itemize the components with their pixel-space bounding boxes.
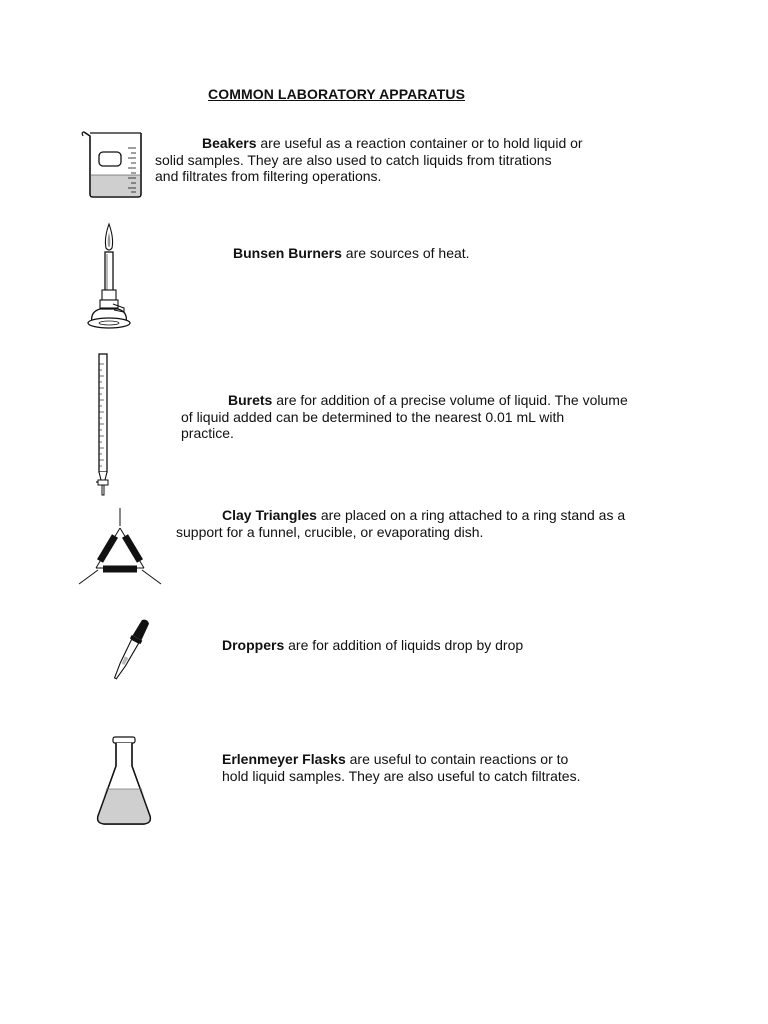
item-name: Clay Triangles bbox=[222, 507, 317, 523]
beakers-description: Beakers are useful as a reaction container or to hold liquid or solid samples. They are also used to catch liquids from titrations and filtrates from filtering operations. bbox=[155, 135, 583, 184]
item-name: Bunsen Burners bbox=[233, 245, 342, 261]
clay-triangles-description: Clay Triangles are placed on a ring attached to a ring stand as a support for a funnel, crucible, or evaporating dish. bbox=[176, 507, 626, 540]
dropper-icon bbox=[104, 614, 156, 688]
item-name: Droppers bbox=[222, 637, 285, 653]
item-name: Beakers bbox=[202, 135, 257, 151]
droppers-description: Droppers are for addition of liquids drop by drop bbox=[222, 637, 524, 653]
clay-triangle-icon bbox=[76, 506, 164, 588]
erlenmeyer-flasks-description: Erlenmeyer Flasks are useful to contain reactions or to hold liquid samples. They are also useful to catch filtrates. bbox=[222, 751, 581, 784]
beaker-icon bbox=[80, 128, 148, 200]
buret-icon bbox=[94, 352, 112, 498]
item-name: Erlenmeyer Flasks bbox=[222, 751, 346, 767]
bunsen-burners-description: Bunsen Burners are sources of heat. bbox=[233, 245, 470, 261]
page-title: COMMON LABORATORY APPARATUS bbox=[208, 86, 466, 102]
bunsen-burner-icon bbox=[84, 220, 134, 332]
burets-description: Burets are for addition of a precise volume of liquid. The volume of liquid added can be determined to the nearest 0.01 mL with practice. bbox=[181, 392, 628, 441]
item-name: Burets bbox=[228, 392, 273, 408]
erlenmeyer-flask-icon bbox=[94, 734, 154, 828]
